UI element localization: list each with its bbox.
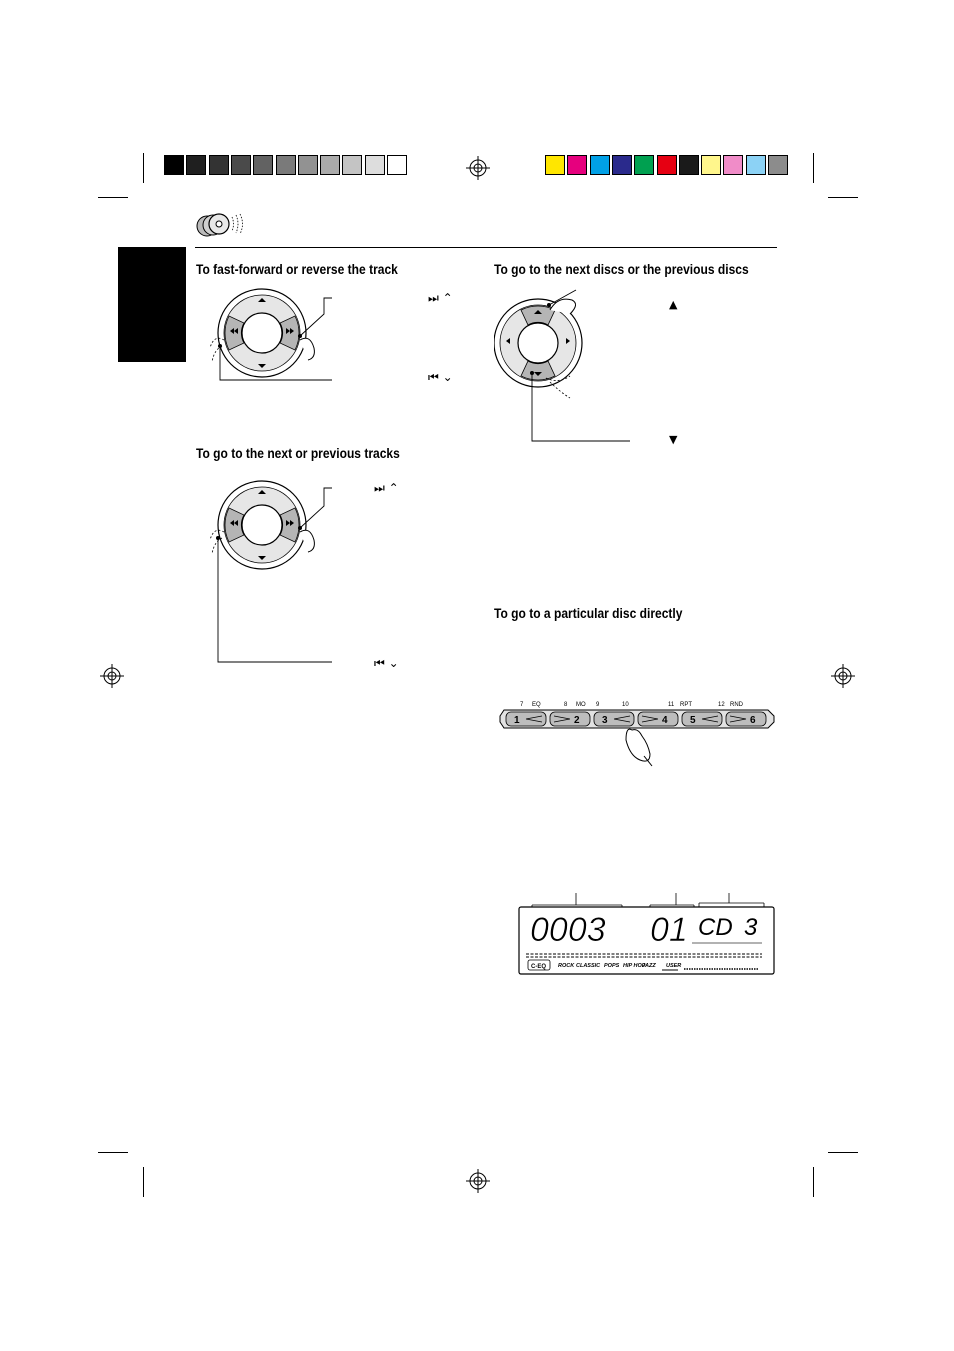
preset-button-2[interactable] — [550, 712, 590, 726]
cd-changer-icon — [196, 209, 252, 241]
preset-button-label: 2 — [574, 715, 580, 726]
lcd-disc-number: 3 — [744, 914, 758, 941]
preset-top-label: 8 — [564, 702, 568, 708]
preset-button-3[interactable] — [594, 712, 634, 726]
heading-particular-disc: To go to a particular disc directly — [494, 605, 683, 621]
color-swatch — [567, 155, 587, 175]
preset-button-panel — [498, 696, 778, 768]
lcd-display — [518, 893, 776, 979]
color-swatch — [679, 155, 699, 175]
header-rule — [195, 247, 777, 248]
preset-button-label: 6 — [750, 715, 756, 726]
color-swatch — [253, 155, 273, 175]
preset-top-label: MO — [576, 702, 586, 708]
color-swatch — [231, 155, 251, 175]
preset-button-5[interactable] — [682, 712, 722, 726]
preset-top-label: 10 — [622, 702, 629, 708]
color-swatch — [276, 155, 296, 175]
preset-top-label: 12 — [718, 702, 725, 708]
eq-mode-label: HIP HOP — [623, 963, 646, 969]
rev-button-symbol: ⏮ ⌄ — [374, 656, 399, 670]
crop-mark — [813, 1167, 814, 1197]
crop-mark — [98, 1152, 128, 1153]
eq-mode-label: JAZZ — [642, 963, 656, 969]
registration-target-bottom — [466, 1169, 490, 1193]
color-swatch — [164, 155, 184, 175]
heading-next-prev-tracks: To go to the next or previous tracks — [196, 445, 400, 461]
lcd-track-readout: 01 — [650, 911, 688, 949]
heading-fast-forward: To fast-forward or reverse the track — [196, 261, 398, 277]
color-swatch — [768, 155, 788, 175]
crop-mark — [143, 153, 144, 183]
registration-target-top — [466, 156, 490, 180]
language-tab — [118, 247, 186, 362]
color-swatch — [746, 155, 766, 175]
crop-mark — [828, 1152, 858, 1153]
color-swatch — [634, 155, 654, 175]
color-swatch — [387, 155, 407, 175]
preset-button-label: 1 — [514, 715, 520, 726]
crop-mark — [828, 197, 858, 198]
color-swatch — [209, 155, 229, 175]
eq-mode-label: POPS — [604, 963, 620, 969]
registration-target-left — [100, 664, 124, 688]
rev-button-symbol: ⏮ ⌄ — [428, 370, 453, 384]
preset-button-1[interactable] — [506, 712, 546, 726]
color-swatch — [186, 155, 206, 175]
preset-button-6[interactable] — [726, 712, 766, 726]
color-swatch — [701, 155, 721, 175]
eq-mode-label: USER — [666, 963, 682, 969]
preset-button-label: 5 — [690, 715, 696, 726]
crop-mark — [813, 153, 814, 183]
registration-target-right — [831, 664, 855, 688]
crop-mark — [143, 1167, 144, 1197]
down-button-symbol: ▼ — [669, 433, 678, 446]
heading-next-prev-discs: To go to the next discs or the previous discs — [494, 261, 749, 277]
preset-top-label: 11 — [668, 702, 675, 708]
ceq-label: C-EQ — [531, 964, 546, 970]
preset-top-label: RPT — [680, 702, 692, 708]
preset-top-label: 9 — [596, 702, 600, 708]
color-swatch — [545, 155, 565, 175]
preset-button-label: 3 — [602, 715, 608, 726]
color-swatch — [320, 155, 340, 175]
preset-button-4[interactable] — [638, 712, 678, 726]
control-pad-tracks — [196, 472, 336, 672]
preset-button-label: 4 — [662, 715, 668, 726]
eq-mode-label: ROCK — [558, 963, 575, 969]
preset-top-label: EQ — [532, 702, 541, 708]
lcd-time-readout: 0003 — [530, 911, 606, 949]
color-swatch — [590, 155, 610, 175]
preset-top-label: 7 — [520, 702, 524, 708]
color-swatch — [342, 155, 362, 175]
color-swatch — [612, 155, 632, 175]
up-button-symbol: ▲ — [669, 298, 678, 311]
color-swatch — [723, 155, 743, 175]
crop-mark — [98, 197, 128, 198]
eq-mode-label: CLASSIC — [576, 963, 601, 969]
control-pad-fast-forward — [196, 288, 336, 383]
color-swatch — [298, 155, 318, 175]
lcd-disc-label: CD — [698, 914, 733, 941]
fwd-button-symbol: ⏭ ⌃ — [374, 481, 399, 495]
color-swatch — [365, 155, 385, 175]
preset-top-label: RND — [730, 702, 743, 708]
preset-top-labels — [520, 702, 744, 708]
control-pad-discs — [494, 282, 634, 447]
fwd-button-symbol: ⏭ ⌃ — [428, 291, 453, 305]
color-swatch — [657, 155, 677, 175]
